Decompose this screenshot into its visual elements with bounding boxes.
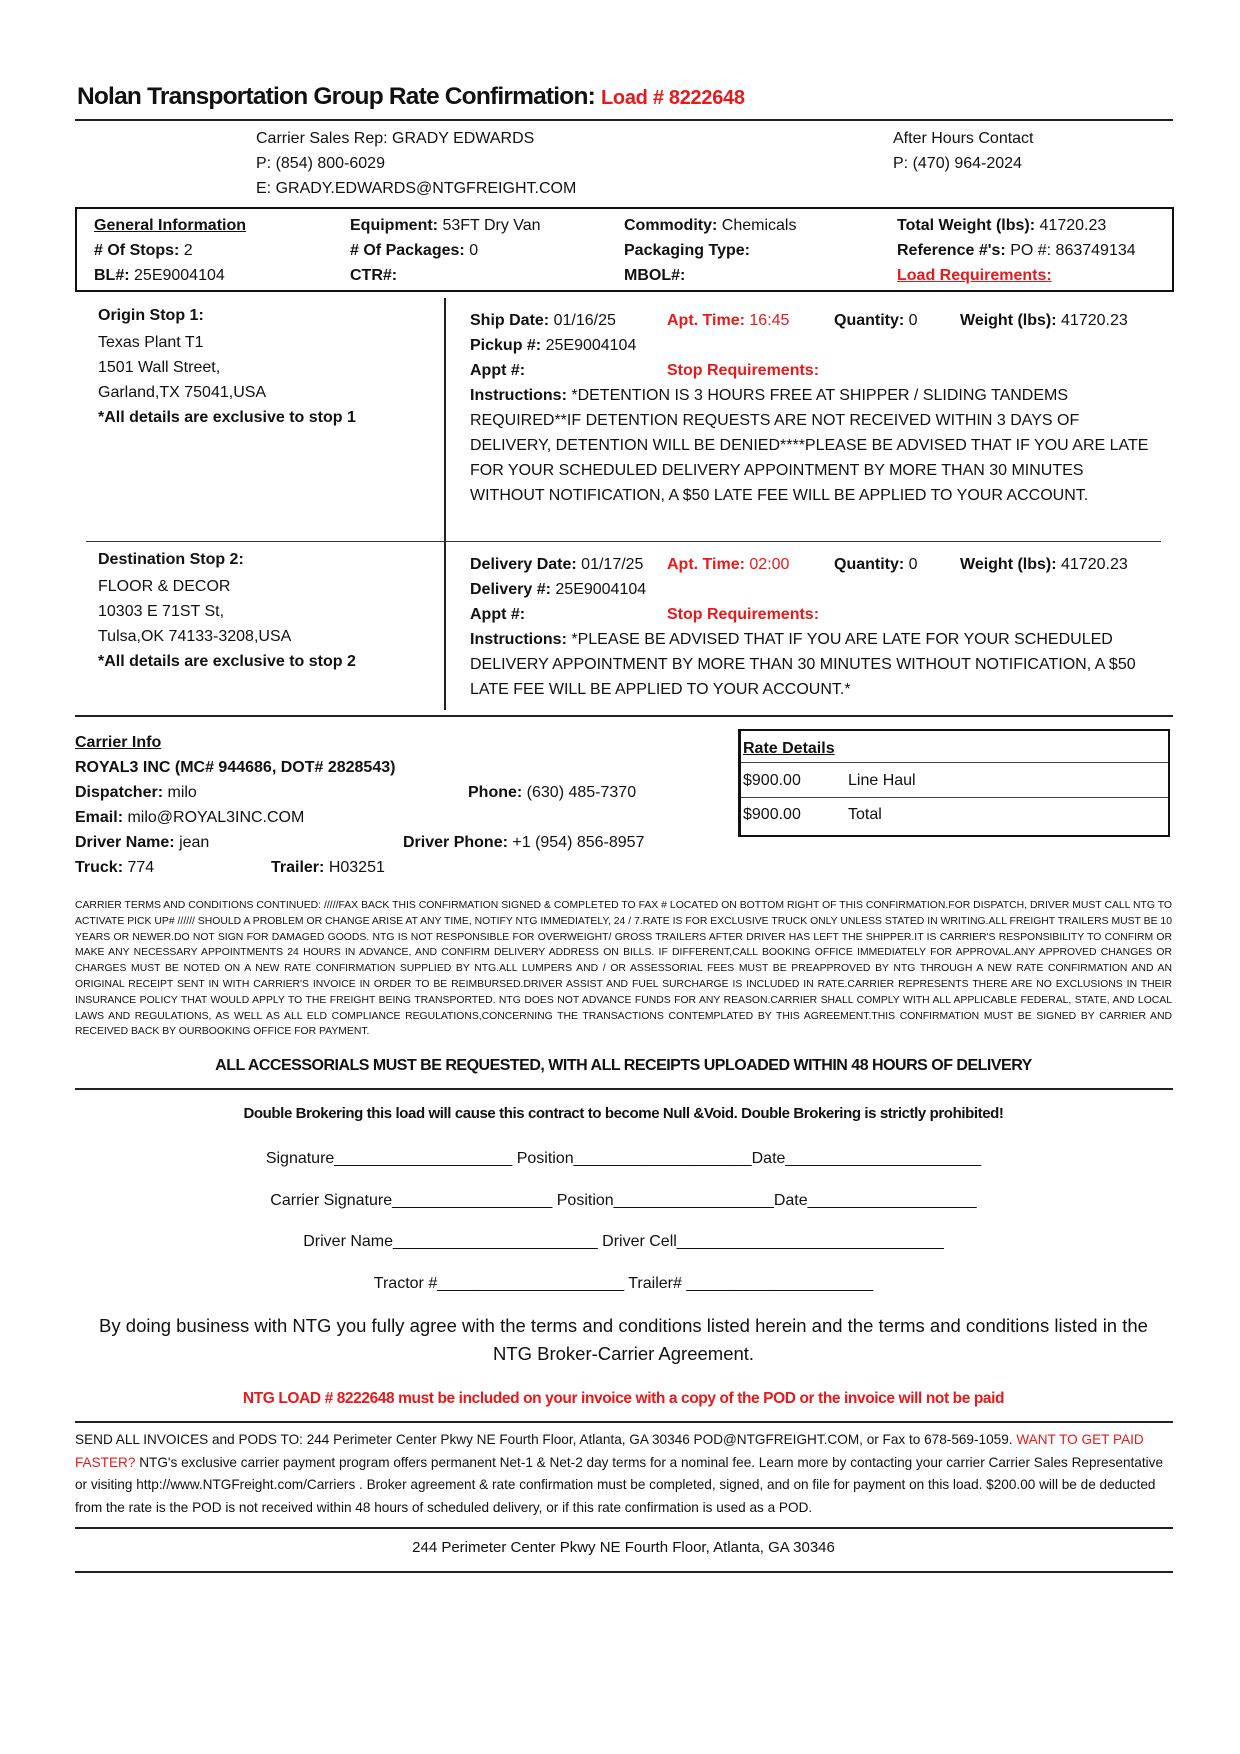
tractor-trailer-line[interactable]: Tractor #_____________________ Trailer# _____________________ [373,1275,874,1292]
origin-appt-number: Appt #: [470,362,526,379]
reference-numbers: Reference #'s: PO #: 863749134 [897,242,1136,259]
driver-name-line[interactable]: Driver Name_______________________ Driver Cell______________________________ [303,1233,944,1250]
stops-count: # Of Stops: 2 [94,242,193,259]
dest-address-line1: 10303 E 71ST St, [98,603,225,620]
trailer-number: Trailer: H03251 [271,859,385,876]
rate-line-amount: $900.00 [743,772,801,789]
rate-total-amount: $900.00 [743,806,801,823]
mbol-number: MBOL#: [624,267,686,284]
invoice-rule [75,1527,1173,1529]
accessorials-notice: ALL ACCESSORIALS MUST BE REQUESTED, WITH ALL RECEIPTS UPLOADED WITHIN 48 HOURS OF DELIVERY [215,1057,1032,1074]
carrier-signature-line[interactable]: Carrier Signature__________________ Position__________________Date___________________ [270,1192,977,1209]
footer-address: 244 Perimeter Center Pkwy NE Fourth Floor, Atlanta, GA 30346 [412,1539,835,1556]
accessorials-rule [75,1088,1173,1090]
paid-faster-link[interactable]: WANT TO GET PAID FASTER? [75,1432,1144,1470]
load-requirements: Load Requirements: [897,267,1052,284]
agreement-text: By doing business with NTG you fully agree with the terms and conditions listed herein and the terms and conditions listed in the NTG Broker-Carrier Agreement. [99,1315,1148,1364]
driver-phone: Driver Phone: +1 (954) 856-8957 [403,834,645,851]
rate-details-heading: Rate Details [743,740,835,757]
dest-weight: Weight (lbs): 41720.23 [960,556,1128,573]
origin-name: Texas Plant T1 [98,334,204,351]
title-rule [75,119,1173,121]
dest-address-line2: Tulsa,OK 74133-3208,USA [98,628,292,645]
rate-row-rule [740,797,1168,798]
origin-quantity: Quantity: 0 [834,312,918,329]
dest-instructions: Instructions: *PLEASE BE ADVISED THAT IF YOU ARE LATE FOR YOUR SCHEDULED DELIVERY APPOINTMENT BY MORE THAN 30 MINUTES WITHOUT NOTIFICATION, A $50 LATE FEE WILL BE APPLIED TO YOUR ACCOUNT.* [470,631,1136,698]
bl-number: BL#: 25E9004104 [94,267,225,284]
driver-name: Driver Name: jean [75,834,210,851]
terms-and-conditions: CARRIER TERMS AND CONDITIONS CONTINUED: /////FAX BACK THIS CONFIRMATION SIGNED & COMPLETED TO FAX # LOCATED ON BOTTOM RIGHT OF THIS CONFIRMATION.FOR DISPATCH, DRIVER MUST CALL NTG TO ACTIVATE PICK UP# ////// SHOULD A PROBLEM OR CHANGE ARISE AT ANY TIME, NOTIFY NTG IMMEDIATELY, 24 / 7.RATE IS FOR EXCLUSIVE TRUCK ONLY UNLESS STATED IN WRITING.ALL FREIGHT TRAILERS MUST BE 10 YEARS OR NEWER.DO NOT SIGN FOR DAMAGED GOODS. NTG IS NOT RESPONSIBLE FOR OVERWEIGHT/ GROSS TRAILERS AFTER DRIVER HAS LEFT THE SHIPPER.IT IS CARRIER'S RESPONSIBILITY TO CONFIRM OR MAKE ANY NECESSARY APPOINTMENTS 24 HOURS IN ADVANCE, AND CONFIRM DELIVERY ADDRESS ON BILLS. IF DIFFERENT,CALL BOOKING OFFICE IMMEDIATELY FOR APPROVAL.ANY APPROVED CHANGES OR CHARGES MUST BE NOTED ON A NEW RATE CONFIRMATION SUPPLIED BY NTG.ALL LUMPERS AND / OR ASSESSORIAL FEES MUST BE PREAPPROVED BY NTG THROUGH A NEW RATE CONFIRMATION AND AN ORIGINAL RECEIPT SENT IN WITH CARRIER'S INVOICE IN ORDER TO BE REIMBURSED.DRIVER ASSIST AND FUEL SURCHARGE IS INCLUDED IN RATE.CARRIER REPRESENTS THERE ARE NO EXCLUSIONS IN THEIR INSURANCE POLICY THAT WOULD APPLY TO THE FREIGHT BEING TRANSPORTED. NTG DOES NOT ADVANCE FUNDS FOR ANY REASON.CARRIER SHALL COMPLY WITH ALL APPLICABLE FEDERAL, STATE, AND LOCAL LAWS AND REGULATIONS, AS WELL AS ALL ELD COMPLIANCE REGULATIONS,CONCERNING THE TRANSACTIONS CONTEMPLATED BY THIS AGREEMENT.THIS CONFIRMATION MUST BE SIGNED BY CARRIER AND RECEIVED BACK BY OURBOOKING OFFICE FOR PAYMENT. [75,900,1172,1038]
general-info-heading: General Information [94,217,247,234]
carrier-email: Email: milo@ROYAL3INC.COM [75,809,305,826]
double-brokering-notice: Double Brokering this load will cause this contract to become Null &Void. Double Brokering is strictly prohibited! [243,1105,1004,1122]
rate-total-label: Total [848,806,882,823]
equipment: Equipment: 53FT Dry Van [350,217,541,234]
dest-quantity: Quantity: 0 [834,556,918,573]
invoice-send: SEND ALL INVOICES and PODS TO: 244 Perimeter Center Pkwy NE Fourth Floor, Atlanta, GA 30346 POD@NTGFREIGHT.COM, or Fax to 678-569-1059. [75,1432,1013,1447]
origin-pickup-number: Pickup #: 25E9004104 [470,337,637,354]
footer-rule [75,1571,1173,1573]
pod-rule [75,1421,1173,1423]
carrier-dispatcher: Dispatcher: milo [75,784,197,801]
carrier-name: ROYAL3 INC (MC# 944686, DOT# 2828543) [75,759,396,776]
origin-instructions: Instructions: *DETENTION IS 3 HOURS FREE AT SHIPPER / SLIDING TANDEMS REQUIRED**IF DETENTION REQUESTS ARE NOT RECEIVED WITHIN 3 DAYS OF DELIVERY, DETENTION WILL BE DENIED****PLEASE BE ADVISED THAT IF YOU ARE LATE FOR YOUR SCHEDULED DELIVERY APPOINTMENT BY MORE THAN 30 MINUTES WITHOUT NOTIFICATION, A $50 LATE FEE WILL BE APPLIED TO YOUR ACCOUNT. [470,387,1149,504]
dest-heading: Destination Stop 2: [98,551,244,568]
origin-address-line1: 1501 Wall Street, [98,359,221,376]
carrier-sales-rep: Carrier Sales Rep: GRADY EDWARDS [256,130,535,147]
truck-number: Truck: 774 [75,859,155,876]
dest-appt-number: Appt #: [470,606,526,623]
dest-name: FLOOR & DECOR [98,578,231,595]
stops-divider [444,298,446,710]
dest-apt-time: Apt. Time: 02:00 [667,556,790,573]
rep-phone: P: (854) 800-6029 [256,155,385,172]
after-hours-phone: P: (470) 964-2024 [893,155,1022,172]
signature-line[interactable]: Signature____________________ Position____________________Date______________________ [265,1150,982,1167]
origin-dest-separator [86,541,1161,542]
invoice-rest: NTG's exclusive carrier payment program offers permanent Net-1 & Net-2 day terms for a nominal fee. Learn more by contacting your carrier Carrier Sales Representative or visiting http://www.NTGFreight.com/Carriers . Broker agreement & rate confirmation must be completed, signed, and on file for payment on this load. $200.00 will be de deducted from the rate is the POD is not received within 48 hours of scheduled delivery, or if this rate confirmation is used as a POD. [75,1454,1164,1515]
rate-line-label: Line Haul [848,772,916,789]
carrier-info-heading: Carrier Info [75,734,162,751]
carrier-phone: Phone: (630) 485-7370 [468,784,637,801]
origin-heading: Origin Stop 1: [98,307,204,324]
dest-delivery-number: Delivery #: 25E9004104 [470,581,647,598]
origin-address-line2: Garland,TX 75041,USA [98,384,267,401]
packaging-type: Packaging Type: [624,242,750,259]
rep-email: E: GRADY.EDWARDS@NTGFREIGHT.COM [256,180,577,197]
dest-delivery-date: Delivery Date: 01/17/25 [470,556,644,573]
total-weight: Total Weight (lbs): 41720.23 [897,217,1107,234]
origin-ship-date: Ship Date: 01/16/25 [470,312,616,329]
dest-note: *All details are exclusive to stop 2 [98,653,356,670]
origin-note: *All details are exclusive to stop 1 [98,409,356,426]
ctr-number: CTR#: [350,267,398,284]
after-hours-contact: After Hours Contact [893,130,1034,147]
origin-apt-time: Apt. Time: 16:45 [667,312,790,329]
rate-header-rule [740,762,1168,763]
page-title [77,83,745,111]
dest-stop-requirements: Stop Requirements: [667,606,820,623]
rate-column-divider [738,729,741,835]
origin-stop-requirements: Stop Requirements: [667,362,820,379]
title-main: Nolan Transportation Group Rate Confirmation: [77,83,595,110]
stops-bottom-rule [75,715,1173,717]
commodity: Commodity: Chemicals [624,217,797,234]
title-load-number: Load # 8222648 [601,87,745,109]
packages-count: # Of Packages: 0 [350,242,479,259]
origin-weight: Weight (lbs): 41720.23 [960,312,1128,329]
invoice-instructions [75,1429,1172,1519]
pod-notice: NTG LOAD # 8222648 must be included on your invoice with a copy of the POD or the invoice will not be paid [242,1390,1005,1407]
